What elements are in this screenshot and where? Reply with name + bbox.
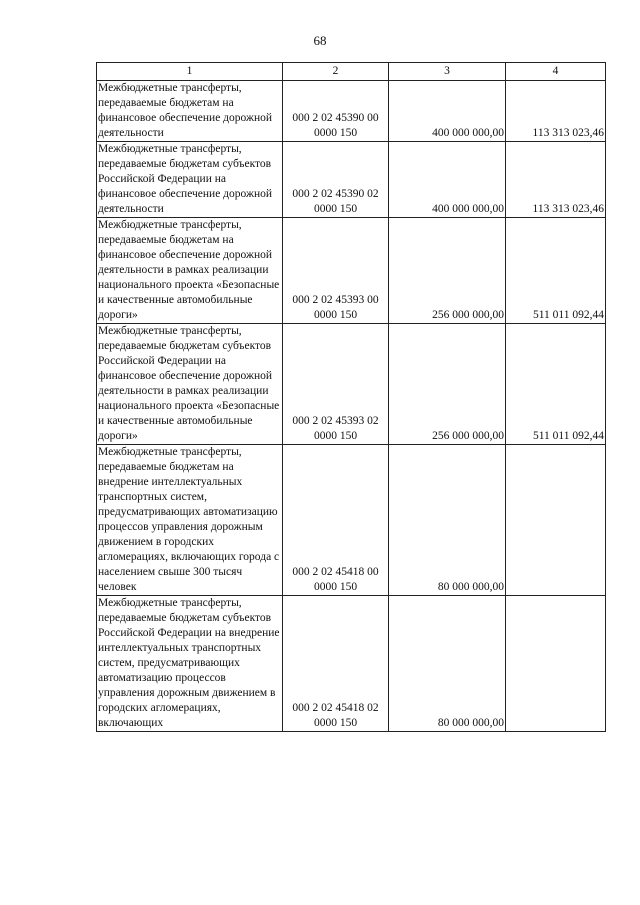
- table-row: [97, 445, 606, 596]
- row-code: 000 2 02 45390 00 0000 150: [283, 81, 389, 142]
- page-number: 68: [313, 33, 327, 48]
- column-header-3: 3: [389, 63, 506, 81]
- row-code: 000 2 02 45393 00 0000 150: [283, 218, 389, 324]
- row-code: 000 2 02 45418 00 0000 150: [283, 445, 389, 596]
- header-row: [97, 63, 606, 81]
- row-name: Межбюджетные трансферты, передаваемые бюджетам на финансовое обеспечение дорожной деятельности в рамках реализации национального проекта «Безопасные и качественные автомобильные дороги»: [97, 218, 283, 324]
- row-value-col4: 113 313 023,46: [506, 142, 606, 218]
- row-value-col3: 80 000 000,00: [389, 445, 506, 596]
- row-code: 000 2 02 45418 02 0000 150: [283, 596, 389, 732]
- row-value-col4: 511 011 092,44: [506, 324, 606, 445]
- table-row: [97, 596, 606, 732]
- table-body: [97, 81, 606, 732]
- column-header-1: 1: [97, 63, 283, 81]
- column-header-2: 2: [283, 63, 389, 81]
- row-value-col3: 400 000 000,00: [389, 142, 506, 218]
- row-value-col3: 80 000 000,00: [389, 596, 506, 732]
- table-row: [97, 324, 606, 445]
- table-row: [97, 218, 606, 324]
- row-value-col4: [506, 596, 606, 732]
- row-code: 000 2 02 45393 02 0000 150: [283, 324, 389, 445]
- table-row: [97, 142, 606, 218]
- row-value-col4: [506, 445, 606, 596]
- row-name: Межбюджетные трансферты, передаваемые бюджетам субъектов Российской Федерации на финансовое обеспечение дорожной деятельности в рамках реализации национального проекта «Безопасные и качественные автомобильные дороги»: [97, 324, 283, 445]
- row-value-col4: 511 011 092,44: [506, 218, 606, 324]
- row-value-col3: 256 000 000,00: [389, 324, 506, 445]
- row-name: Межбюджетные трансферты, передаваемые бюджетам субъектов Российской Федерации на финансовое обеспечение дорожной деятельности: [97, 142, 283, 218]
- row-value-col4: 113 313 023,46: [506, 81, 606, 142]
- table-header: [97, 63, 606, 81]
- row-name: Межбюджетные трансферты, передаваемые бюджетам на внедрение интеллектуальных транспортных систем, предусматривающих автоматизацию процессов управления дорожным движением в городских агломерациях, включающих города с населением свыше 300 тысяч человек: [97, 445, 283, 596]
- row-code: 000 2 02 45390 02 0000 150: [283, 142, 389, 218]
- row-value-col3: 256 000 000,00: [389, 218, 506, 324]
- row-name: Межбюджетные трансферты, передаваемые бюджетам субъектов Российской Федерации на внедрение интеллектуальных транспортных систем, предусматривающих автоматизацию процессов управления дорожным движением в городских агломерациях, включающих: [97, 596, 283, 732]
- row-name: Межбюджетные трансферты, передаваемые бюджетам на финансовое обеспечение дорожной деятельности: [97, 81, 283, 142]
- budget-table: [96, 62, 606, 732]
- column-header-4: 4: [506, 63, 606, 81]
- row-value-col3: 400 000 000,00: [389, 81, 506, 142]
- table-row: [97, 81, 606, 142]
